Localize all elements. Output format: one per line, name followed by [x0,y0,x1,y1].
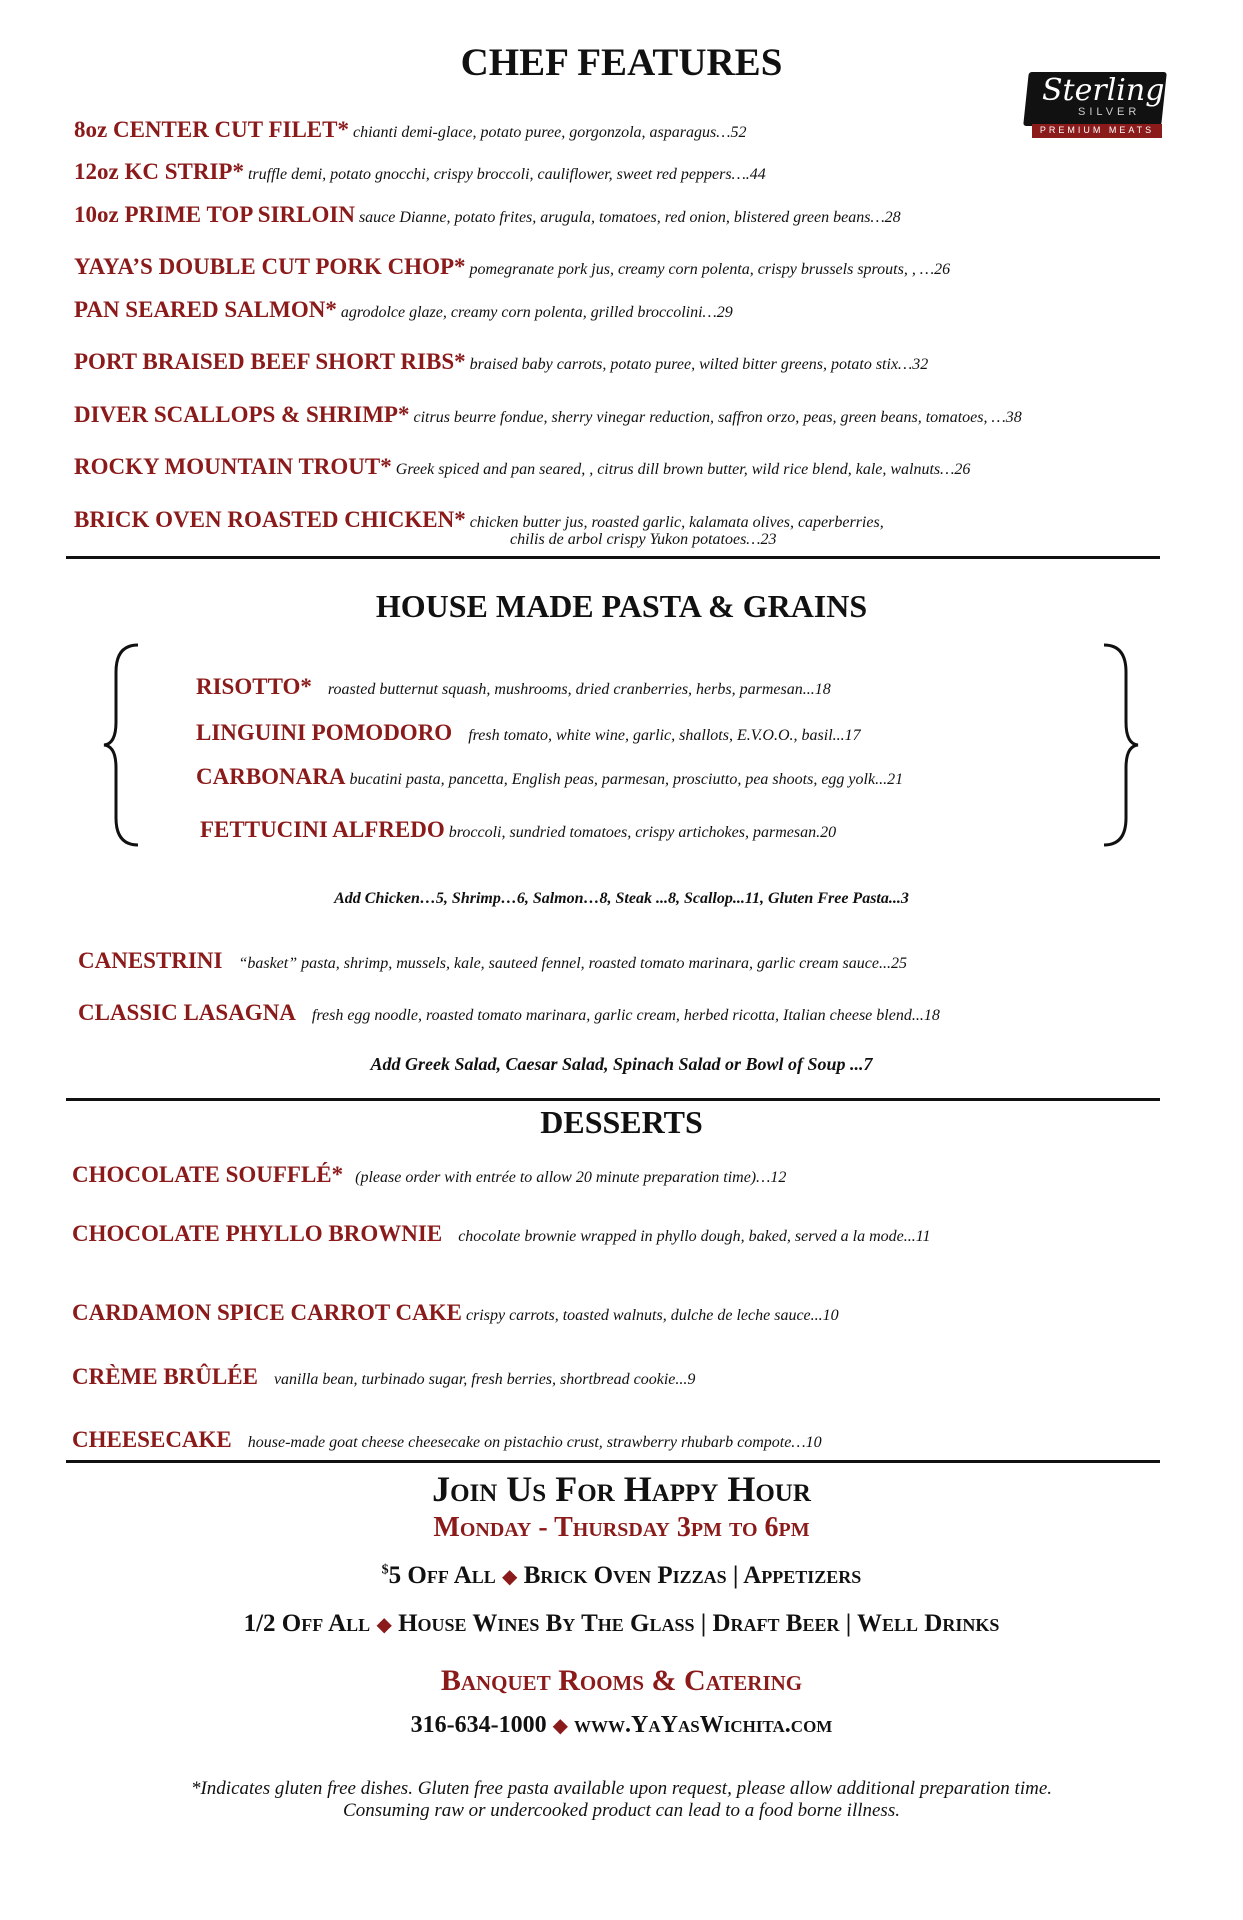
footnote [0,1778,1243,1822]
divider [66,1098,1160,1101]
item-name: DIVER SCALLOPS & SHRIMP* [74,402,410,427]
offer-label: 1/2 Off All [243,1610,371,1637]
item-name: CRÈME BRÛLÉE [72,1364,258,1389]
menu-item [200,817,836,843]
item-desc: truffle demi, potato gnocchi, crispy broccoli, cauliflower, sweet red peppers….44 [247,166,766,183]
menu-item [72,1162,786,1188]
phone-number[interactable]: 316-634-1000 [410,1712,547,1738]
item-desc: fresh egg noodle, roasted tomato marinara, garlic cream, herbed ricotta, Italian cheese blend...18 [311,1007,940,1024]
left-brace-icon [100,642,144,848]
item-desc: Greek spiced and pan seared, , citrus dill brown butter, wild rice blend, kale, walnuts…26 [395,461,971,478]
item-desc: sauce Dianne, potato frites, arugula, tomatoes, red onion, blistered green beans…28 [358,209,901,226]
pasta-title: HOUSE MADE PASTA & GRAINS [375,588,868,624]
offer-label: 5 Off All [388,1562,496,1589]
menu-item [74,349,928,375]
menu-item [196,764,903,790]
item-desc: chianti demi-glace, potato puree, gorgonzola, asparagus…52 [352,124,747,141]
menu-item [74,254,950,280]
salad-note: Add Greek Salad, Caesar Salad, Spinach Salad or Bowl of Soup ...7 [370,1054,873,1074]
offer-items: House Wines By The Glass | Draft Beer | Well Drinks [398,1610,1000,1637]
menu-item [74,297,733,323]
pasta-addons: Add Chicken…5, Shrimp…6, Salmon…8, Steak ...8, Scallop...11, Gluten Free Pasta...3 [334,890,909,907]
item-name: 12oz KC STRIP* [74,159,244,184]
item-desc: crispy carrots, toasted walnuts, dulche de leche sauce...10 [465,1307,839,1324]
banquet-title: Banquet Rooms & Catering [440,1664,803,1697]
menu-item [72,1364,695,1390]
item-desc: chocolate brownie wrapped in phyllo dough, baked, served a la mode...11 [458,1228,931,1245]
item-name: PAN SEARED SALMON* [74,297,337,322]
menu-item [74,507,884,533]
desserts-title: DESSERTS [540,1104,703,1140]
menu-item [74,454,970,480]
item-name: CHEESECAKE [72,1427,232,1452]
offer-items: Brick Oven Pizzas | Appetizers [523,1562,862,1589]
item-desc: broccoli, sundried tomatoes, crispy artichokes, parmesan.20 [448,824,837,841]
diamond-icon: ◆ [552,1715,569,1737]
menu-item [74,117,746,143]
item-desc: braised baby carrots, potato puree, wilted bitter greens, potato stix…32 [469,356,929,373]
item-desc: vanilla bean, turbinado sugar, fresh berries, shortbread cookie...9 [273,1371,696,1388]
item-name: PORT BRAISED BEEF SHORT RIBS* [74,349,466,374]
menu-item [78,1000,940,1026]
divider [66,556,1160,559]
item-name: BRICK OVEN ROASTED CHICKEN* [74,507,466,532]
item-desc: fresh tomato, white wine, garlic, shallots, E.V.O.O., basil...17 [468,727,861,744]
menu-item [196,720,861,746]
item-desc: chicken butter jus, roasted garlic, kalamata olives, caperberries, [469,514,884,531]
menu-item [72,1221,931,1247]
happy-hour-title: Join Us For Happy Hour [432,1469,811,1509]
item-desc: bucatini pasta, pancetta, English peas, parmesan, prosciutto, pea shoots, egg yolk...21 [349,771,904,788]
happy-hour-line-pizzas [0,1562,1243,1590]
chef-features-title: CHEF FEATURES [460,41,783,84]
item-name: LINGUINI POMODORO [196,720,453,745]
logo-premium: PREMIUM MEATS [1039,125,1155,135]
item-name: CARBONARA [196,764,346,789]
menu-item [72,1300,839,1326]
footnote-line: Consuming raw or undercooked product can lead to a food borne illness. [343,1800,900,1821]
contact-line [0,1712,1243,1739]
footnote-line: *Indicates gluten free dishes. Gluten free pasta available upon request, please allow additional preparation time. [190,1778,1053,1799]
item-desc: agrodolce glaze, creamy corn polenta, grilled broccolini…29 [340,304,733,321]
item-name: YAYA’S DOUBLE CUT PORK CHOP* [74,254,466,279]
item-name: ROCKY MOUNTAIN TROUT* [74,454,392,479]
menu-item [74,159,766,185]
right-brace-icon [1098,642,1142,848]
sterling-silver-logo [1026,72,1164,142]
diamond-icon: ◆ [376,1614,392,1636]
happy-hour-days: Monday - Thursday 3pm to 6pm [433,1512,810,1543]
item-desc: (please order with entrée to allow 20 minute preparation time)…12 [355,1169,787,1186]
diamond-icon: ◆ [502,1566,518,1588]
menu-item [74,202,901,228]
item-name: 10oz PRIME TOP SIRLOIN [74,202,355,227]
menu-item [74,402,1022,428]
item-name: CANESTRINI [78,948,223,973]
divider [66,1460,1160,1463]
item-desc: roasted butternut squash, mushrooms, dried cranberries, herbs, parmesan...18 [327,681,831,698]
dollar-sign: $ [381,1562,389,1578]
item-name: CHOCOLATE SOUFFLÉ* [72,1162,344,1187]
website-link[interactable]: www.YaYasWichita.com [574,1712,833,1738]
menu-item [196,674,831,700]
happy-hour-line-drinks [0,1610,1243,1638]
item-desc: pomegranate pork jus, creamy corn polenta, crispy brussels sprouts, , …26 [469,261,951,278]
logo-silver: SILVER [1078,106,1141,118]
menu-item [78,948,907,974]
menu-item-desc-continued [510,531,777,549]
item-name: RISOTTO* [196,674,312,699]
item-desc: “basket” pasta, shrimp, mussels, kale, sauteed fennel, roasted tomato marinara, garlic cream sauce...25 [238,955,907,972]
item-name: FETTUCINI ALFREDO [200,817,445,842]
item-name: CARDAMON SPICE CARROT CAKE [72,1300,462,1325]
menu-item [72,1427,822,1453]
item-name: CHOCOLATE PHYLLO BROWNIE [72,1221,443,1246]
item-name: CLASSIC LASAGNA [78,1000,296,1025]
item-name: 8oz CENTER CUT FILET* [74,117,349,142]
logo-script: Sterling [1042,73,1165,108]
item-desc: house-made goat cheese cheesecake on pistachio crust, strawberry rhubarb compote…10 [247,1434,822,1451]
item-desc: chilis de arbol crispy Yukon potatoes…23 [510,531,777,548]
item-desc: citrus beurre fondue, sherry vinegar reduction, saffron orzo, peas, green beans, tomatoes, …38 [413,409,1022,426]
